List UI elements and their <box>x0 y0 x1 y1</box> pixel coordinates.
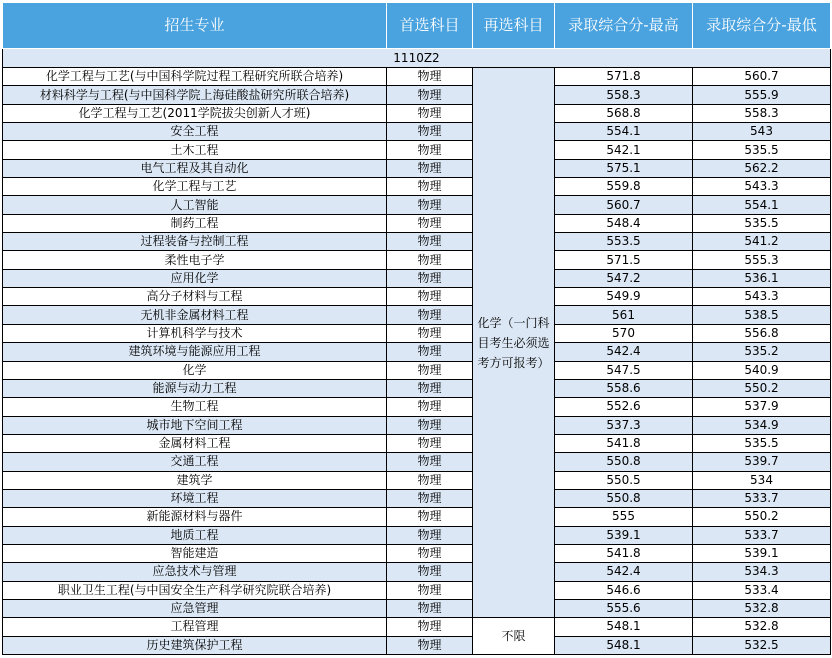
header-score-min: 录取综合分-最低 <box>693 3 831 49</box>
cell-first-subject: 物理 <box>387 508 473 526</box>
cell-first-subject: 物理 <box>387 233 473 251</box>
cell-score-max: 541.8 <box>555 434 693 452</box>
cell-score-min: 534.3 <box>693 563 831 581</box>
table-row <box>3 178 831 196</box>
cell-major: 高分子材料与工程 <box>3 288 387 306</box>
cell-first-subject: 物理 <box>387 306 473 324</box>
table-row <box>3 489 831 507</box>
group-code: 1110Z2 <box>3 49 831 68</box>
cell-score-min: 560.7 <box>693 68 831 86</box>
cell-first-subject: 物理 <box>387 471 473 489</box>
cell-major: 能源与动力工程 <box>3 379 387 397</box>
table-row <box>3 618 831 636</box>
cell-score-max: 549.9 <box>555 288 693 306</box>
cell-score-max: 552.6 <box>555 398 693 416</box>
cell-major: 电气工程及其自动化 <box>3 159 387 177</box>
cell-major: 地质工程 <box>3 526 387 544</box>
cell-score-min: 533.7 <box>693 489 831 507</box>
cell-major: 城市地下空间工程 <box>3 416 387 434</box>
table-row <box>3 324 831 342</box>
cell-reselect-merged: 化学（一门科目考生必须选考方可报考） <box>473 68 555 618</box>
cell-score-max: 541.8 <box>555 544 693 562</box>
cell-score-max: 571.8 <box>555 68 693 86</box>
header-row <box>3 3 831 49</box>
cell-major: 计算机科学与技术 <box>3 324 387 342</box>
cell-score-min: 554.1 <box>693 196 831 214</box>
header-major: 招生专业 <box>3 3 387 49</box>
cell-major: 金属材料工程 <box>3 434 387 452</box>
cell-score-max: 553.5 <box>555 233 693 251</box>
table-row <box>3 141 831 159</box>
cell-major: 建筑环境与能源应用工程 <box>3 343 387 361</box>
cell-first-subject: 物理 <box>387 251 473 269</box>
table-row <box>3 563 831 581</box>
table-row <box>3 104 831 122</box>
cell-first-subject: 物理 <box>387 581 473 599</box>
cell-first-subject: 物理 <box>387 361 473 379</box>
cell-score-min: 535.5 <box>693 214 831 232</box>
cell-score-min: 562.2 <box>693 159 831 177</box>
cell-score-min: 555.9 <box>693 86 831 104</box>
cell-score-max: 568.8 <box>555 104 693 122</box>
cell-score-max: 548.1 <box>555 636 693 654</box>
cell-first-subject: 物理 <box>387 636 473 654</box>
cell-score-min: 555.3 <box>693 251 831 269</box>
table-row <box>3 343 831 361</box>
cell-score-min: 543.3 <box>693 288 831 306</box>
table-row <box>3 544 831 562</box>
table-row <box>3 471 831 489</box>
cell-score-min: 543.3 <box>693 178 831 196</box>
cell-first-subject: 物理 <box>387 563 473 581</box>
cell-major: 应急技术与管理 <box>3 563 387 581</box>
cell-score-max: 548.4 <box>555 214 693 232</box>
cell-first-subject: 物理 <box>387 214 473 232</box>
cell-first-subject: 物理 <box>387 141 473 159</box>
cell-major: 历史建筑保护工程 <box>3 636 387 654</box>
cell-score-max: 537.3 <box>555 416 693 434</box>
table-row <box>3 86 831 104</box>
cell-score-min: 556.8 <box>693 324 831 342</box>
table-row <box>3 196 831 214</box>
cell-first-subject: 物理 <box>387 489 473 507</box>
table-row <box>3 214 831 232</box>
table-row <box>3 68 831 86</box>
cell-score-max: 550.8 <box>555 489 693 507</box>
cell-major: 安全工程 <box>3 123 387 141</box>
cell-score-max: 550.5 <box>555 471 693 489</box>
cell-score-max: 546.6 <box>555 581 693 599</box>
cell-major: 应急管理 <box>3 599 387 617</box>
cell-score-max: 542.4 <box>555 563 693 581</box>
cell-first-subject: 物理 <box>387 343 473 361</box>
cell-first-subject: 物理 <box>387 434 473 452</box>
table-row <box>3 361 831 379</box>
cell-first-subject: 物理 <box>387 618 473 636</box>
cell-score-min: 539.1 <box>693 544 831 562</box>
cell-major: 生物工程 <box>3 398 387 416</box>
cell-major: 化学工程与工艺(与中国科学院过程工程研究所联合培养) <box>3 68 387 86</box>
cell-score-max: 542.1 <box>555 141 693 159</box>
cell-score-min: 539.7 <box>693 453 831 471</box>
cell-major: 新能源材料与器件 <box>3 508 387 526</box>
cell-first-subject: 物理 <box>387 123 473 141</box>
table-row <box>3 453 831 471</box>
cell-score-max: 542.4 <box>555 343 693 361</box>
cell-major: 人工智能 <box>3 196 387 214</box>
cell-score-min: 534.9 <box>693 416 831 434</box>
cell-score-min: 532.8 <box>693 599 831 617</box>
cell-major: 工程管理 <box>3 618 387 636</box>
cell-major: 职业卫生工程(与中国安全生产科学研究院联合培养) <box>3 581 387 599</box>
cell-score-max: 558.6 <box>555 379 693 397</box>
cell-first-subject: 物理 <box>387 178 473 196</box>
cell-first-subject: 物理 <box>387 453 473 471</box>
cell-score-max: 547.5 <box>555 361 693 379</box>
table-row <box>3 581 831 599</box>
table-row <box>3 251 831 269</box>
cell-score-max: 575.1 <box>555 159 693 177</box>
cell-major: 制药工程 <box>3 214 387 232</box>
cell-score-min: 532.5 <box>693 636 831 654</box>
cell-first-subject: 物理 <box>387 104 473 122</box>
table-row <box>3 288 831 306</box>
table-row <box>3 379 831 397</box>
table-row <box>3 416 831 434</box>
header-first-subject: 首选科目 <box>387 3 473 49</box>
cell-first-subject: 物理 <box>387 379 473 397</box>
table-row <box>3 123 831 141</box>
cell-major: 交通工程 <box>3 453 387 471</box>
cell-score-min: 535.5 <box>693 434 831 452</box>
table-row <box>3 636 831 654</box>
cell-score-max: 559.8 <box>555 178 693 196</box>
cell-major: 化学工程与工艺(2011学院拔尖创新人才班) <box>3 104 387 122</box>
cell-score-min: 533.7 <box>693 526 831 544</box>
cell-major: 材料科学与工程(与中国科学院上海硅酸盐研究所联合培养) <box>3 86 387 104</box>
cell-first-subject: 物理 <box>387 288 473 306</box>
cell-major: 化学工程与工艺 <box>3 178 387 196</box>
cell-score-max: 570 <box>555 324 693 342</box>
cell-score-min: 558.3 <box>693 104 831 122</box>
cell-first-subject: 物理 <box>387 159 473 177</box>
cell-score-max: 558.3 <box>555 86 693 104</box>
cell-score-min: 532.8 <box>693 618 831 636</box>
cell-reselect-unlimited: 不限 <box>473 618 555 655</box>
cell-first-subject: 物理 <box>387 398 473 416</box>
cell-first-subject: 物理 <box>387 68 473 86</box>
cell-major: 建筑学 <box>3 471 387 489</box>
cell-first-subject: 物理 <box>387 196 473 214</box>
cell-score-min: 543 <box>693 123 831 141</box>
cell-score-min: 540.9 <box>693 361 831 379</box>
table-row <box>3 434 831 452</box>
table-row <box>3 233 831 251</box>
cell-score-min: 533.4 <box>693 581 831 599</box>
cell-first-subject: 物理 <box>387 599 473 617</box>
cell-first-subject: 物理 <box>387 86 473 104</box>
cell-major: 化学 <box>3 361 387 379</box>
cell-score-min: 535.2 <box>693 343 831 361</box>
cell-major: 土木工程 <box>3 141 387 159</box>
cell-first-subject: 物理 <box>387 544 473 562</box>
cell-first-subject: 物理 <box>387 324 473 342</box>
cell-score-min: 541.2 <box>693 233 831 251</box>
table-row <box>3 398 831 416</box>
cell-score-max: 547.2 <box>555 269 693 287</box>
cell-score-min: 538.5 <box>693 306 831 324</box>
cell-major: 智能建造 <box>3 544 387 562</box>
cell-score-max: 555.6 <box>555 599 693 617</box>
table-row <box>3 526 831 544</box>
cell-score-max: 539.1 <box>555 526 693 544</box>
cell-score-min: 536.1 <box>693 269 831 287</box>
cell-score-max: 561 <box>555 306 693 324</box>
cell-major: 过程装备与控制工程 <box>3 233 387 251</box>
cell-major: 环境工程 <box>3 489 387 507</box>
cell-score-min: 534 <box>693 471 831 489</box>
cell-score-min: 550.2 <box>693 508 831 526</box>
table-row <box>3 269 831 287</box>
cell-major: 无机非金属材料工程 <box>3 306 387 324</box>
cell-first-subject: 物理 <box>387 269 473 287</box>
cell-score-min: 550.2 <box>693 379 831 397</box>
table-row <box>3 508 831 526</box>
header-score-max: 录取综合分-最高 <box>555 3 693 49</box>
cell-score-max: 560.7 <box>555 196 693 214</box>
admission-score-table <box>2 2 831 655</box>
group-row <box>3 49 831 68</box>
cell-major: 柔性电子学 <box>3 251 387 269</box>
cell-first-subject: 物理 <box>387 526 473 544</box>
cell-score-max: 571.5 <box>555 251 693 269</box>
table-row <box>3 599 831 617</box>
cell-score-min: 535.5 <box>693 141 831 159</box>
table-row <box>3 306 831 324</box>
cell-score-max: 550.8 <box>555 453 693 471</box>
cell-score-max: 548.1 <box>555 618 693 636</box>
cell-score-max: 555 <box>555 508 693 526</box>
cell-score-min: 537.9 <box>693 398 831 416</box>
cell-first-subject: 物理 <box>387 416 473 434</box>
cell-major: 应用化学 <box>3 269 387 287</box>
table-row <box>3 159 831 177</box>
header-reselect-subject: 再选科目 <box>473 3 555 49</box>
cell-score-max: 554.1 <box>555 123 693 141</box>
